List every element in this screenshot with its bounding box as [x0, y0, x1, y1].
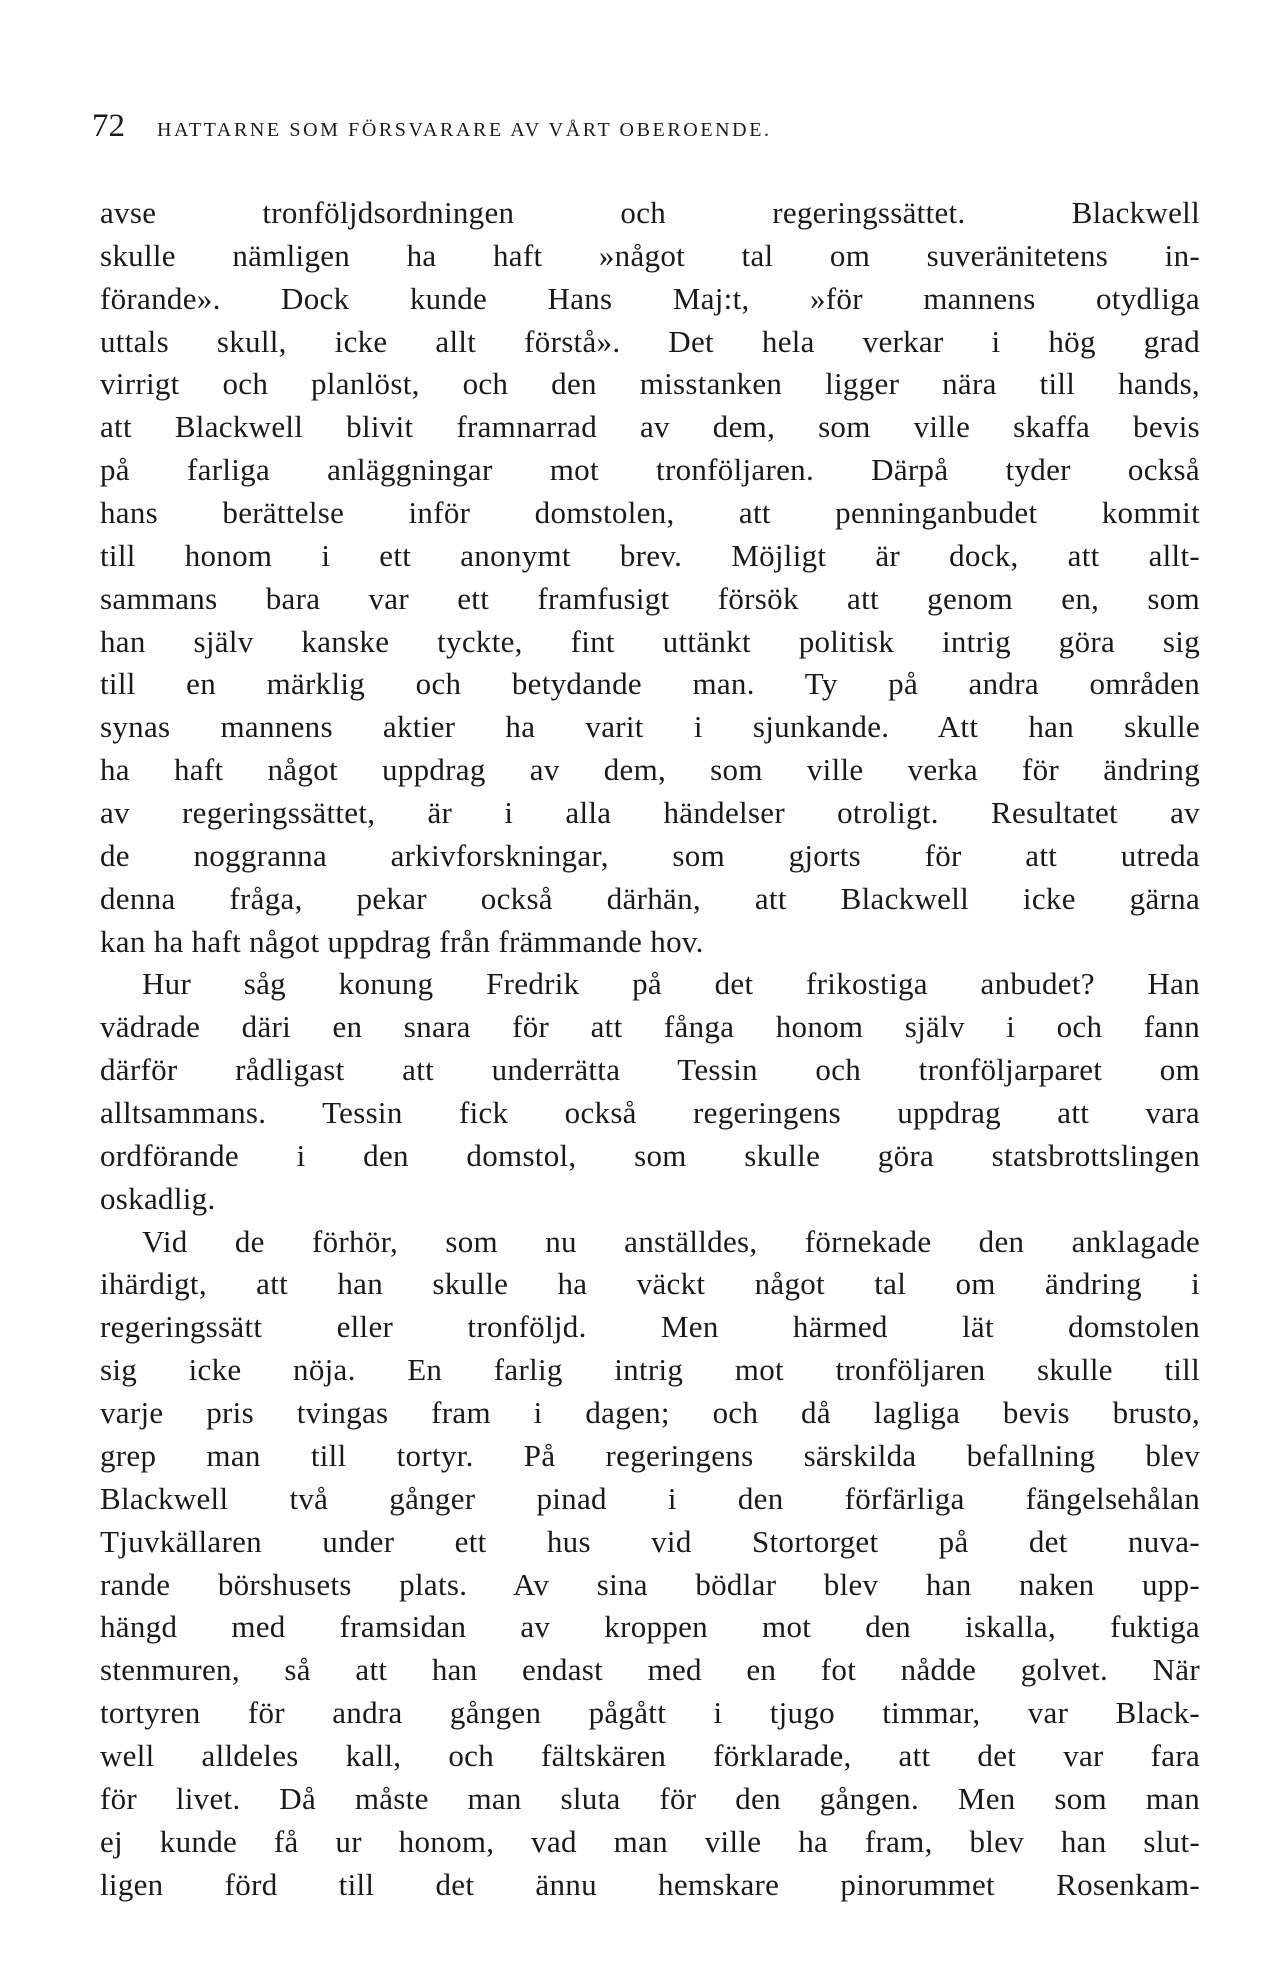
- text-line: till en märklig och betydande man. Ty på andra områden: [100, 666, 1200, 702]
- text-line: grep man till tortyr. På regeringens särskilda befallning blev: [100, 1437, 1200, 1473]
- text-line: ej kunde få ur honom, vad man ville ha fram, blev han slut-: [100, 1823, 1200, 1859]
- text-line: skulle nämligen ha haft »något tal om suveränitetens in-: [100, 237, 1200, 273]
- text-line: till honom i ett anonymt brev. Möjligt är dock, att allt-: [100, 537, 1200, 573]
- text-line: ha haft något uppdrag av dem, som ville verka för ändring: [100, 752, 1200, 788]
- text-line: de noggranna arkivforskningar, som gjorts för att utreda: [100, 837, 1200, 873]
- text-line: synas mannens aktier ha varit i sjunkande. Att han skulle: [100, 709, 1200, 745]
- text-line: Blackwell två gånger pinad i den förfärliga fängelsehålan: [100, 1480, 1200, 1516]
- paragraph-1: [100, 192, 1200, 963]
- text-line: därför rådligast att underrätta Tessin och tronföljarparet om: [100, 1052, 1200, 1088]
- text-line: sammans bara var ett framfusigt försök att genom en, som: [100, 580, 1200, 616]
- text-line: ordförande i den domstol, som skulle göra statsbrottslingen: [100, 1137, 1200, 1173]
- text-line: Hur såg konung Fredrik på det frikostiga anbudet? Han: [142, 966, 1200, 1002]
- text-line: well alldeles kall, och fältskären förklarade, att det var fara: [100, 1737, 1200, 1773]
- paragraph-3: [100, 1221, 1200, 1907]
- text-line: uttals skull, icke allt förstå». Det hela verkar i hög grad: [100, 323, 1200, 359]
- page-header: [92, 108, 1202, 152]
- text-line: Vid de förhör, som nu anställdes, förnekade den anklagade: [142, 1223, 1200, 1259]
- text-line: vädrade däri en snara för att fånga honom själv i och fann: [100, 1009, 1200, 1045]
- text-line: alltsammans. Tessin fick också regeringens uppdrag att vara: [100, 1095, 1200, 1131]
- text-line: oskadlig.: [100, 1180, 216, 1216]
- text-line: han själv kanske tyckte, fint uttänkt politisk intrig göra sig: [100, 623, 1200, 659]
- text-line: att Blackwell blivit framnarrad av dem, som ville skaffa bevis: [100, 409, 1200, 445]
- text-line: varje pris tvingas fram i dagen; och då lagliga bevis brusto,: [100, 1395, 1200, 1431]
- text-line: avse tronföljdsordningen och regeringssättet. Blackwell: [100, 195, 1200, 230]
- running-head: HATTARNE SOM FÖRSVARARE AV VÅRT OBEROENDE.: [157, 119, 772, 141]
- text-line: sig icke nöja. En farlig intrig mot tronföljaren skulle till: [100, 1352, 1200, 1388]
- text-line: för livet. Då måste man sluta för den gången. Men som man: [100, 1780, 1200, 1816]
- text-line: stenmuren, så att han endast med en fot nådde golvet. När: [100, 1652, 1200, 1688]
- text-line: rande börshusets plats. Av sina bödlar blev han naken upp-: [100, 1566, 1200, 1602]
- text-line: av regeringssättet, är i alla händelser otroligt. Resultatet av: [100, 795, 1200, 831]
- text-line: virrigt och planlöst, och den misstanken ligger nära till hands,: [100, 366, 1200, 402]
- page-number: 72: [92, 108, 125, 144]
- text-line: ligen förd till det ännu hemskare pinorummet Rosenkam-: [100, 1866, 1200, 1902]
- text-line: på farliga anläggningar mot tronföljaren. Därpå tyder också: [100, 452, 1200, 488]
- text-line: Tjuvkällaren under ett hus vid Stortorget på det nuva-: [100, 1523, 1200, 1559]
- body-text: [100, 192, 1200, 1906]
- text-line: tortyren för andra gången pågått i tjugo timmar, var Black-: [100, 1695, 1200, 1731]
- text-line: denna fråga, pekar också därhän, att Blackwell icke gärna: [100, 880, 1200, 916]
- paragraph-2: [100, 963, 1200, 1220]
- text-line: hängd med framsidan av kroppen mot den iskalla, fuktiga: [100, 1609, 1200, 1645]
- text-line: hans berättelse inför domstolen, att penninganbudet kommit: [100, 495, 1200, 531]
- text-line: kan ha haft något uppdrag från främmande hov.: [100, 923, 704, 959]
- text-line: ihärdigt, att han skulle ha väckt något tal om ändring i: [100, 1266, 1200, 1302]
- text-line: regeringssätt eller tronföljd. Men härmed lät domstolen: [100, 1309, 1200, 1345]
- text-line: förande». Dock kunde Hans Maj:t, »för mannens otydliga: [100, 280, 1200, 316]
